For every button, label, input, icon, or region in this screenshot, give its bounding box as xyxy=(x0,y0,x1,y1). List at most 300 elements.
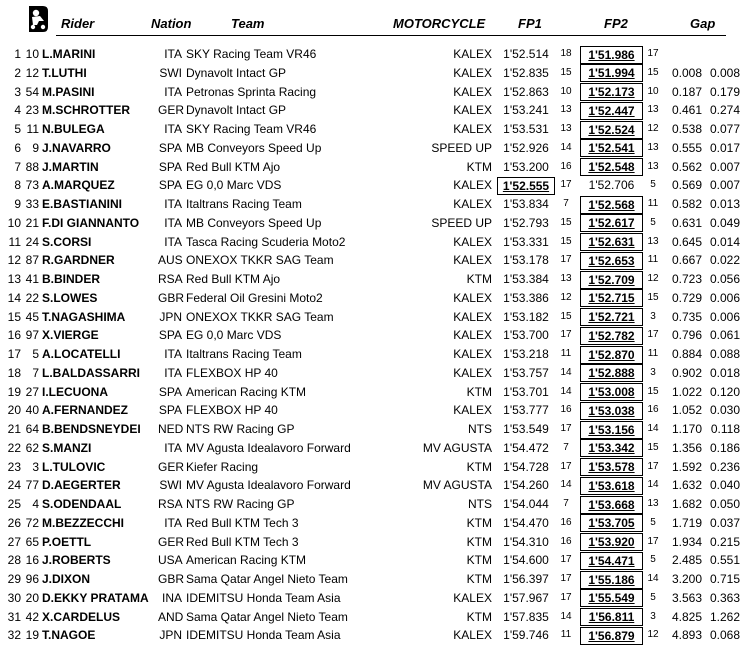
position: 13 xyxy=(7,272,21,286)
fp2-time: 1'53.705 xyxy=(580,514,643,532)
position: 14 xyxy=(7,290,21,305)
position: 2 xyxy=(14,65,21,80)
nation: ITA xyxy=(164,234,182,249)
rider-number: 19 xyxy=(25,628,39,643)
fp1-time: 1'54.470 xyxy=(503,515,549,530)
rider-name: F.DI GIANNANTO xyxy=(42,215,140,230)
motorcycle-rider-logo-icon xyxy=(26,4,52,34)
rider-name: E.BASTIANINI xyxy=(42,197,123,211)
header-nation: Nation xyxy=(151,16,192,31)
team-name: SKY Racing Team VR46 xyxy=(186,122,317,136)
fp2-time: 1'52.568 xyxy=(580,196,643,214)
fp2-laps: 15 xyxy=(647,385,659,397)
rider-name: X.VIERGE xyxy=(42,328,99,343)
table-row xyxy=(0,251,745,270)
team-name: Red Bull KTM Ajo xyxy=(186,272,281,286)
table-row xyxy=(0,64,745,83)
fp1-time: 1'53.241 xyxy=(503,103,549,118)
gap-first: 4.893 xyxy=(671,628,702,643)
position: 18 xyxy=(7,365,21,380)
fp1-laps: 17 xyxy=(560,329,572,341)
fp1-time: 1'53.700 xyxy=(503,328,549,343)
gap-first: 1.632 xyxy=(671,478,702,493)
gap-first: 0.645 xyxy=(671,234,702,249)
team-name: Federal Oil Gresini Moto2 xyxy=(186,290,323,305)
team-name: Tasca Racing Scuderia Moto2 xyxy=(186,234,346,249)
fp1-laps: 17 xyxy=(560,573,572,584)
team-name: MV Agusta Idealavoro Forward xyxy=(186,440,351,455)
table-row xyxy=(0,551,745,570)
fp2-time: 1'52.173 xyxy=(580,83,643,101)
rider-number: 45 xyxy=(25,309,39,324)
header-team: Team xyxy=(231,16,265,31)
team-name: Red Bull KTM Ajo xyxy=(186,159,281,174)
position: 25 xyxy=(7,497,21,511)
header-rider: Rider xyxy=(61,16,95,31)
rider-name: D.AEGERTER xyxy=(42,478,121,493)
motorcycle: KTM xyxy=(466,515,492,530)
fp2-laps: 11 xyxy=(647,198,659,209)
position: 5 xyxy=(14,122,21,136)
position: 15 xyxy=(7,309,21,324)
gap-first: 1.934 xyxy=(671,534,702,549)
gap-first: 0.569 xyxy=(671,178,702,193)
team-name: Petronas Sprinta Racing xyxy=(186,84,317,99)
nation: ITA xyxy=(164,347,182,361)
fp2-laps: 13 xyxy=(647,235,659,247)
position: 6 xyxy=(14,140,21,155)
motorcycle: KALEX xyxy=(453,590,492,605)
gap-first: 0.723 xyxy=(671,272,702,286)
rider-number: 77 xyxy=(25,478,39,493)
nation: RSA xyxy=(158,497,183,511)
team-name: Red Bull KTM Tech 3 xyxy=(186,534,299,549)
fp1-laps: 14 xyxy=(560,610,572,622)
table-row xyxy=(0,401,745,420)
rider-number: 62 xyxy=(25,440,39,455)
motorcycle: KALEX xyxy=(453,47,492,61)
table-row xyxy=(0,101,745,120)
table-row xyxy=(0,383,745,402)
fp2-laps: 13 xyxy=(647,141,659,153)
fp1-laps: 14 xyxy=(560,366,572,378)
fp1-laps: 16 xyxy=(560,404,572,416)
fp1-laps: 15 xyxy=(560,235,572,247)
fp1-time: 1'57.835 xyxy=(503,609,549,624)
rider-number: 65 xyxy=(25,534,39,549)
fp2-time: 1'52.447 xyxy=(580,102,643,120)
rider-number: 27 xyxy=(25,384,39,399)
fp2-time: 1'52.870 xyxy=(580,346,643,364)
fp2-time: 1'52.541 xyxy=(580,139,643,157)
fp2-laps: 17 xyxy=(647,329,659,341)
table-row xyxy=(0,364,745,383)
fp2-laps: 3 xyxy=(650,310,656,322)
rider-number: 5 xyxy=(32,347,39,361)
fp2-time: 1'52.524 xyxy=(580,121,643,139)
position: 10 xyxy=(7,215,21,230)
gap-previous: 0.088 xyxy=(709,347,740,361)
rider-name: L.TULOVIC xyxy=(42,459,106,474)
position: 4 xyxy=(14,103,21,118)
rider-number: 16 xyxy=(25,553,39,568)
gap-previous: 0.008 xyxy=(709,65,740,80)
fp2-laps: 11 xyxy=(647,254,659,266)
fp1-time: 1'56.397 xyxy=(503,572,549,586)
gap-previous: 0.120 xyxy=(709,384,740,399)
fp1-laps: 17 xyxy=(560,423,572,434)
table-row xyxy=(0,626,745,645)
fp1-time: 1'59.746 xyxy=(503,628,549,643)
position: 32 xyxy=(7,628,21,643)
rider-name: R.GARDNER xyxy=(42,253,115,268)
position: 28 xyxy=(7,553,21,568)
nation: JPN xyxy=(159,628,182,643)
fp2-laps: 5 xyxy=(650,591,656,603)
header-fp1: FP1 xyxy=(518,16,542,31)
team-name: IDEMITSU Honda Team Asia xyxy=(186,628,341,643)
motorcycle: MV AGUSTA xyxy=(422,440,492,455)
table-header xyxy=(0,0,745,40)
rider-number: 73 xyxy=(25,178,39,193)
rider-name: T.NAGOE xyxy=(42,628,96,643)
fp1-laps: 11 xyxy=(560,629,572,641)
nation: ITA xyxy=(164,215,182,230)
fp1-laps: 7 xyxy=(563,441,569,453)
fp2-laps: 5 xyxy=(650,179,656,191)
gap-first: 0.729 xyxy=(671,290,702,305)
gap-first: 1.592 xyxy=(671,459,702,474)
fp1-time: 1'54.600 xyxy=(503,553,549,568)
fp1-time: 1'54.260 xyxy=(503,478,549,493)
fp1-laps: 15 xyxy=(560,310,572,322)
gap-previous: 0.049 xyxy=(709,215,740,230)
table-row xyxy=(0,214,745,233)
rider-name: M.SCHROTTER xyxy=(42,103,130,118)
fp2-time: 1'51.994 xyxy=(580,64,643,82)
table-row xyxy=(0,308,745,327)
gap-previous: 0.006 xyxy=(709,309,740,324)
rider-name: B.BINDER xyxy=(42,272,101,286)
table-row xyxy=(0,289,745,308)
table-row xyxy=(0,270,745,289)
team-name: Dynavolt Intact GP xyxy=(186,103,287,118)
fp1-time: 1'54.728 xyxy=(503,459,549,474)
gap-previous: 0.022 xyxy=(709,253,740,268)
nation: USA xyxy=(158,553,183,568)
team-name: MV Agusta Idealavoro Forward xyxy=(186,478,351,493)
position: 3 xyxy=(14,84,21,99)
fp1-time: 1'54.310 xyxy=(503,534,549,549)
rider-number: 22 xyxy=(25,290,39,305)
fp2-laps: 14 xyxy=(647,423,659,434)
fp2-time: 1'53.156 xyxy=(580,421,643,439)
fp1-time: 1'53.757 xyxy=(503,365,549,380)
nation: ITA xyxy=(164,47,182,61)
fp1-laps: 15 xyxy=(560,216,572,228)
position: 27 xyxy=(7,534,21,549)
fp2-time: 1'52.706 xyxy=(588,178,635,193)
team-name: FLEXBOX HP 40 xyxy=(186,403,278,418)
fp2-laps: 15 xyxy=(647,291,659,303)
fp2-time: 1'56.811 xyxy=(580,608,643,626)
team-name: IDEMITSU Honda Team Asia xyxy=(186,590,341,605)
gap-previous: 0.040 xyxy=(709,478,740,493)
rider-name: S.MANZI xyxy=(42,440,92,455)
motorcycle: KALEX xyxy=(453,309,492,324)
motorcycle: KALEX xyxy=(453,328,492,343)
fp2-laps: 17 xyxy=(647,48,659,59)
rider-name: M.PASINI xyxy=(42,84,95,99)
rider-number: 20 xyxy=(25,590,39,605)
fp1-laps: 17 xyxy=(560,460,572,472)
team-name: American Racing KTM xyxy=(186,553,307,568)
fp2-time: 1'52.721 xyxy=(580,308,643,326)
motorcycle: KTM xyxy=(466,572,492,586)
position: 8 xyxy=(14,178,21,193)
table-row xyxy=(0,195,745,214)
motorcycle: KTM xyxy=(466,384,492,399)
motorcycle: KALEX xyxy=(453,103,492,118)
position: 29 xyxy=(7,572,21,586)
position: 19 xyxy=(7,384,21,399)
rider-number: 9 xyxy=(32,140,39,155)
fp2-laps: 15 xyxy=(647,66,659,78)
gap-first: 0.884 xyxy=(671,347,702,361)
fp2-laps: 12 xyxy=(647,629,659,641)
gap-previous: 0.018 xyxy=(709,365,740,380)
fp1-laps: 15 xyxy=(560,66,572,78)
fp1-time: 1'53.834 xyxy=(503,197,549,211)
nation: GBR xyxy=(158,290,185,305)
fp2-laps: 13 xyxy=(647,160,659,172)
rider-number: 41 xyxy=(25,272,39,286)
motorcycle: KALEX xyxy=(453,84,492,99)
fp2-laps: 5 xyxy=(650,216,656,228)
gap-previous: 0.715 xyxy=(709,572,740,586)
rider-name: A.LOCATELLI xyxy=(42,347,121,361)
table-row xyxy=(0,476,745,495)
header-gap: Gap xyxy=(690,16,716,31)
fp1-time: 1'53.701 xyxy=(503,384,549,399)
fp2-laps: 5 xyxy=(650,554,656,566)
gap-previous: 0.050 xyxy=(709,497,740,511)
gap-first: 0.631 xyxy=(671,215,702,230)
position: 1 xyxy=(14,47,21,61)
position: 7 xyxy=(14,159,21,174)
team-name: Italtrans Racing Team xyxy=(186,347,302,361)
gap-first: 0.902 xyxy=(671,365,702,380)
table-row xyxy=(0,570,745,589)
rider-name: L.MARINI xyxy=(42,47,96,61)
table-row xyxy=(0,439,745,458)
team-name: Red Bull KTM Tech 3 xyxy=(186,515,299,530)
motorcycle: KTM xyxy=(466,609,492,624)
nation: GER xyxy=(158,103,185,118)
fp2-laps: 10 xyxy=(647,85,659,97)
fp2-laps: 3 xyxy=(650,610,656,622)
fp2-time: 1'56.879 xyxy=(580,627,643,645)
fp1-time: 1'52.555 xyxy=(497,177,555,195)
rider-number: 4 xyxy=(32,497,39,511)
fp2-time: 1'52.715 xyxy=(580,289,643,307)
table-row xyxy=(0,608,745,627)
nation: RSA xyxy=(158,272,183,286)
fp1-laps: 17 xyxy=(560,254,572,266)
team-name: FLEXBOX HP 40 xyxy=(186,365,278,380)
rider-name: L.BALDASSARRI xyxy=(42,365,140,380)
fp1-laps: 17 xyxy=(560,591,572,603)
gap-previous: 0.118 xyxy=(710,422,740,436)
position: 23 xyxy=(7,459,21,474)
fp1-laps: 18 xyxy=(560,48,572,59)
motorcycle: KALEX xyxy=(453,290,492,305)
fp1-time: 1'53.384 xyxy=(503,272,549,286)
nation: SWI xyxy=(159,478,182,493)
gap-first: 1.170 xyxy=(671,422,702,436)
gap-first: 1.022 xyxy=(671,384,702,399)
table-row xyxy=(0,120,745,139)
nation: ITA xyxy=(164,365,182,380)
motorcycle: MV AGUSTA xyxy=(422,478,492,493)
nation: AND xyxy=(158,609,184,624)
rider-name: D.EKKY PRATAMA xyxy=(42,590,149,605)
team-name: Sama Qatar Angel Nieto Team xyxy=(186,609,348,624)
fp1-laps: 13 xyxy=(560,123,572,134)
fp1-time: 1'52.863 xyxy=(503,84,549,99)
motorcycle: KALEX xyxy=(453,365,492,380)
fp2-laps: 13 xyxy=(647,498,659,509)
table-row xyxy=(0,233,745,252)
fp2-laps: 5 xyxy=(650,516,656,528)
gap-first: 3.563 xyxy=(671,590,702,605)
header-divider xyxy=(56,35,726,36)
header-fp2: FP2 xyxy=(604,16,628,31)
fp1-time: 1'52.514 xyxy=(503,47,549,61)
rider-number: 42 xyxy=(25,609,39,624)
fp2-laps: 13 xyxy=(647,104,659,116)
gap-previous: 0.077 xyxy=(709,122,740,136)
fp2-time: 1'55.549 xyxy=(580,589,643,607)
gap-previous: 0.013 xyxy=(709,197,740,211)
fp2-laps: 15 xyxy=(647,441,659,453)
gap-previous: 0.014 xyxy=(709,234,740,249)
gap-first: 0.735 xyxy=(671,309,702,324)
nation: JPN xyxy=(159,309,182,324)
motorcycle: NTS xyxy=(468,497,492,511)
rider-number: 10 xyxy=(25,47,39,61)
gap-previous: 0.037 xyxy=(709,515,740,530)
fp2-laps: 17 xyxy=(647,535,659,547)
team-name: NTS RW Racing GP xyxy=(186,422,295,436)
rider-number: 40 xyxy=(25,403,39,418)
position: 11 xyxy=(8,234,21,249)
nation: GER xyxy=(158,534,185,549)
position: 17 xyxy=(7,347,21,361)
table-row xyxy=(0,589,745,608)
motorcycle: KALEX xyxy=(453,628,492,643)
rider-name: J.DIXON xyxy=(42,572,91,586)
fp2-time: 1'53.342 xyxy=(580,439,643,457)
rider-number: 88 xyxy=(25,159,39,174)
gap-first: 0.582 xyxy=(671,197,702,211)
motorcycle: KALEX xyxy=(453,403,492,418)
motorcycle: KTM xyxy=(466,459,492,474)
gap-first: 0.796 xyxy=(671,328,702,343)
nation: SPA xyxy=(158,159,182,174)
gap-first: 1.719 xyxy=(671,515,702,530)
team-name: ONEXOX TKKR SAG Team xyxy=(186,253,334,268)
table-row xyxy=(0,533,745,552)
results-table xyxy=(0,45,745,645)
team-name: American Racing KTM xyxy=(186,384,307,399)
motorcycle: SPEED UP xyxy=(431,140,492,155)
fp2-laps: 12 xyxy=(647,273,659,284)
position: 31 xyxy=(7,609,21,624)
nation: ITA xyxy=(164,122,182,136)
fp1-laps: 16 xyxy=(560,160,572,172)
gap-previous: 0.017 xyxy=(709,140,740,155)
fp2-time: 1'53.920 xyxy=(580,533,643,551)
position: 16 xyxy=(7,328,21,343)
gap-first: 0.461 xyxy=(671,103,702,118)
nation: GER xyxy=(158,459,185,474)
rider-name: X.CARDELUS xyxy=(42,609,121,624)
fp2-time: 1'53.008 xyxy=(580,383,643,401)
motorcycle: KALEX xyxy=(453,122,492,136)
gap-first: 2.485 xyxy=(671,553,702,568)
team-name: Italtrans Racing Team xyxy=(186,197,302,211)
motorcycle: SPEED UP xyxy=(431,215,492,230)
nation: ITA xyxy=(164,440,182,455)
team-name: EG 0,0 Marc VDS xyxy=(186,328,282,343)
fp1-time: 1'53.531 xyxy=(503,122,549,136)
rider-number: 24 xyxy=(25,234,39,249)
rider-number: 54 xyxy=(25,84,39,99)
fp1-laps: 17 xyxy=(560,179,572,191)
motorcycle: KTM xyxy=(466,553,492,568)
team-name: EG 0,0 Marc VDS xyxy=(186,178,282,193)
position: 24 xyxy=(7,478,21,493)
position: 20 xyxy=(7,403,21,418)
gap-previous: 0.274 xyxy=(709,103,740,118)
gap-first: 1.356 xyxy=(671,440,702,455)
nation: ITA xyxy=(164,84,182,99)
fp2-time: 1'52.617 xyxy=(580,214,643,232)
rider-number: 64 xyxy=(25,422,39,436)
motorcycle: KALEX xyxy=(453,65,492,80)
gap-previous: 0.186 xyxy=(709,440,740,455)
fp1-time: 1'52.926 xyxy=(503,140,549,155)
fp2-time: 1'54.471 xyxy=(580,552,643,570)
fp1-time: 1'52.835 xyxy=(503,65,549,80)
position: 21 xyxy=(7,422,21,436)
fp1-laps: 17 xyxy=(560,554,572,566)
gap-previous: 0.061 xyxy=(709,328,740,343)
table-row xyxy=(0,326,745,345)
rider-name: S.LOWES xyxy=(42,290,98,305)
fp1-laps: 14 xyxy=(560,479,572,491)
fp2-time: 1'53.618 xyxy=(580,477,643,495)
gap-previous: 0.179 xyxy=(709,84,740,99)
fp2-laps: 17 xyxy=(647,460,659,472)
fp1-laps: 10 xyxy=(560,85,572,97)
table-row xyxy=(0,45,745,64)
nation: SPA xyxy=(158,403,182,418)
fp2-laps: 16 xyxy=(647,404,659,416)
fp1-time: 1'53.386 xyxy=(503,290,549,305)
rider-name: T.LUTHI xyxy=(42,65,87,80)
